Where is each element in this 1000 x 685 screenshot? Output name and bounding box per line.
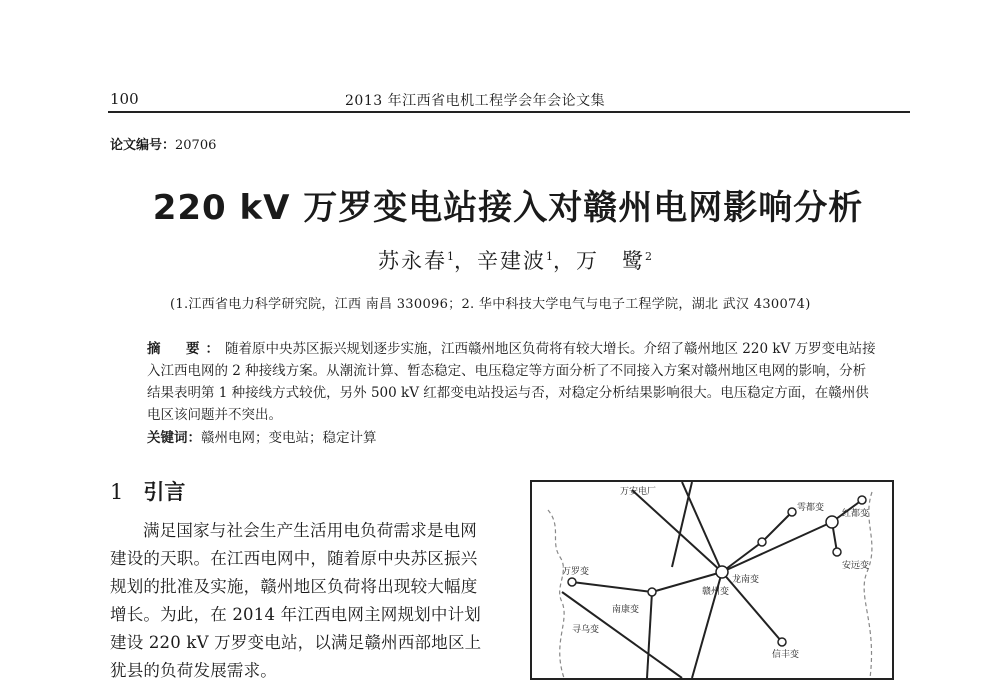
map-label: 雩都变 (797, 503, 825, 513)
grid-map-figure (530, 480, 894, 680)
abstract-text: 随着原中央苏区振兴规划逐步实施，江西赣州地区负荷将有较大增长。介绍了赣州地区 220 kV 万罗变电站接入江西电网的 2 种接线方案。从潮流计算、暂态稳定、电压稳定等方面分析了不同接入方案对赣州地区电网的影响，分析结果表明第 1 种接线方式较优，另外 500 kV 红都变电站投运与否，对稳定分析结果影响很大。电压稳定方面，在赣州供电区该问题并不突出。 (147, 341, 876, 423)
body-paragraph: 满足国家与社会生产生活用电负荷需求是电网建设的天职。在江西电网中，随着原中央苏区振兴规划的批准及实施，赣州地区负荷将出现较大幅度增长。为此，在 2014 年江西电网主网规划中计划建设 220 kV 万罗变电站，以满足赣州西部地区上犹县的负荷发展需求。 (110, 521, 482, 680)
author-affiliation-mark: 1 (546, 250, 553, 263)
author-name: 苏永春 (378, 249, 447, 273)
paper-number-value: 20706 (175, 138, 217, 153)
map-label: 红都变 (842, 509, 870, 519)
map-label: 万安电厂 (620, 487, 657, 497)
paper-number-label: 论文编号： (110, 138, 176, 153)
keywords-text: 赣州电网；变电站；稳定计算 (201, 430, 377, 446)
affiliations: (1.江西省电力科学研究院，江西 南昌 330096；2. 华中科技大学电气与电子工程学院，湖北 武汉 430074) (170, 297, 811, 312)
grid-map-drawing (532, 482, 892, 678)
author-name: 万 鹭 (576, 249, 645, 273)
author-affiliation-mark: 1 (447, 250, 454, 263)
running-header: 2013 年江西省电机工程学会年会论文集 (345, 93, 606, 109)
keywords-label: 关键词： (147, 430, 201, 446)
paper-title: 220 kV 万罗变电站接入对赣州电网影响分析 (152, 188, 864, 228)
map-label: 信丰变 (772, 650, 800, 660)
map-label: 赣州变 (702, 587, 730, 597)
map-label: 南康变 (612, 605, 640, 615)
page-number: 100 (110, 90, 139, 108)
substation-markers (568, 496, 866, 646)
abstract-label: 摘 要： (147, 341, 225, 357)
author-name: 辛建波 (477, 249, 546, 273)
map-label: 寻乌变 (572, 625, 600, 635)
section-number: 1 (110, 480, 124, 504)
section-heading (110, 476, 185, 506)
paper-number (110, 134, 216, 153)
map-label: 安远变 (842, 561, 870, 571)
map-label: 龙南变 (732, 575, 760, 585)
map-label: 万罗变 (562, 567, 590, 577)
header-rule (108, 111, 910, 113)
abstract (147, 338, 877, 426)
author-affiliation-mark: 2 (645, 250, 652, 263)
keywords (147, 426, 377, 446)
section-title: 引言 (143, 479, 186, 504)
author-list: 苏永春$^1$，辛建波$^1$，万 鹭$^2$ (378, 249, 652, 273)
